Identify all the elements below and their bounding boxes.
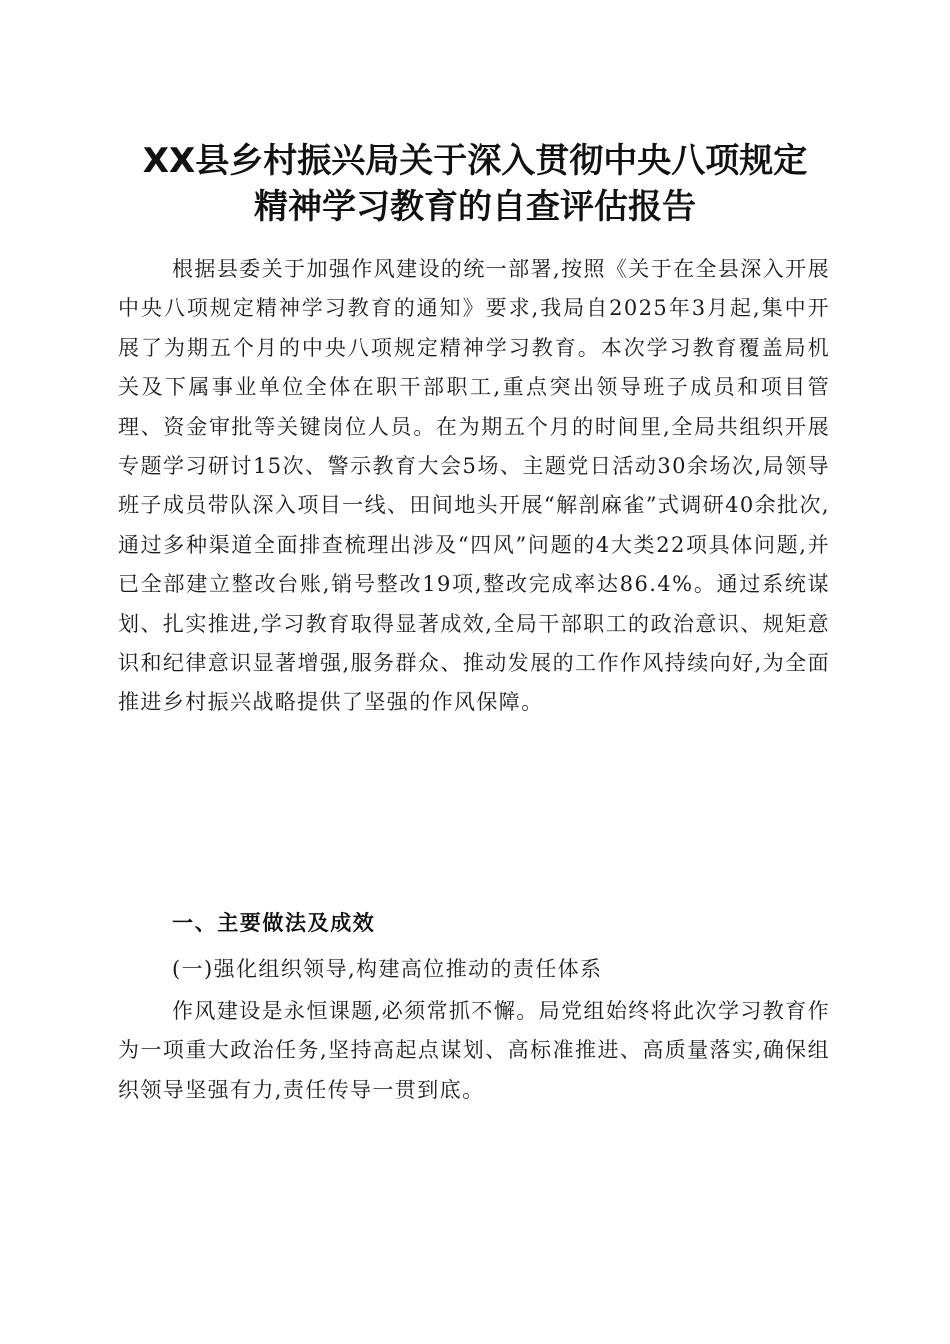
intro-paragraph: 根据县委关于加强作风建设的统一部署,按照《关于在全县深入开展中央八项规定精神学习教育的通知》要求,我局自2025年3月起,集中开展了为期五个月的中央八项规定精神学习教育。本次学习教育覆盖局机关及下属事业单位全体在职干部职工,重点突出领导班子成员和项目管理、资金审批等关键岗位人员。在为期五个月的时间里,全局共组织开展专题学习研讨15次、警示教育大会5场、主题党日活动30余场次,局领导班子成员带队深入项目一线、田间地头开展“解剖麻雀”式调研40余批次,通过多种渠道全面排查梳理出涉及“四风”问题的4大类22项具体问题,并已全部建立整改台账,销号整改19项,整改完成率达86.4%。通过系统谋划、扎实推进,学习教育取得显著成效,全局干部职工的政治意识、规矩意识和纪律意识显著增强,服务群众、推动发展的工作作风持续向好,为全面推进乡村振兴战略提供了坚强的作风保障。 [118,257,830,715]
title-line-1: XX县乡村振兴局关于深入贯彻中央八项规定 [142,141,808,181]
section-heading: 一、主要做法及成效 [172,911,376,935]
document-title [100,138,850,230]
subsection-paragraph: 作风建设是永恒课题,必须常抓不懈。局党组始终将此次学习教育作为一项重大政治任务,坚持高起点谋划、高标准推进、高质量落实,确保组织领导坚强有力,责任传导一贯到底。 [118,999,830,1102]
title-line-2: 精神学习教育的自查评估报告 [254,187,696,227]
subsection-heading: (一)强化组织领导,构建高位推动的责任体系 [172,957,603,981]
